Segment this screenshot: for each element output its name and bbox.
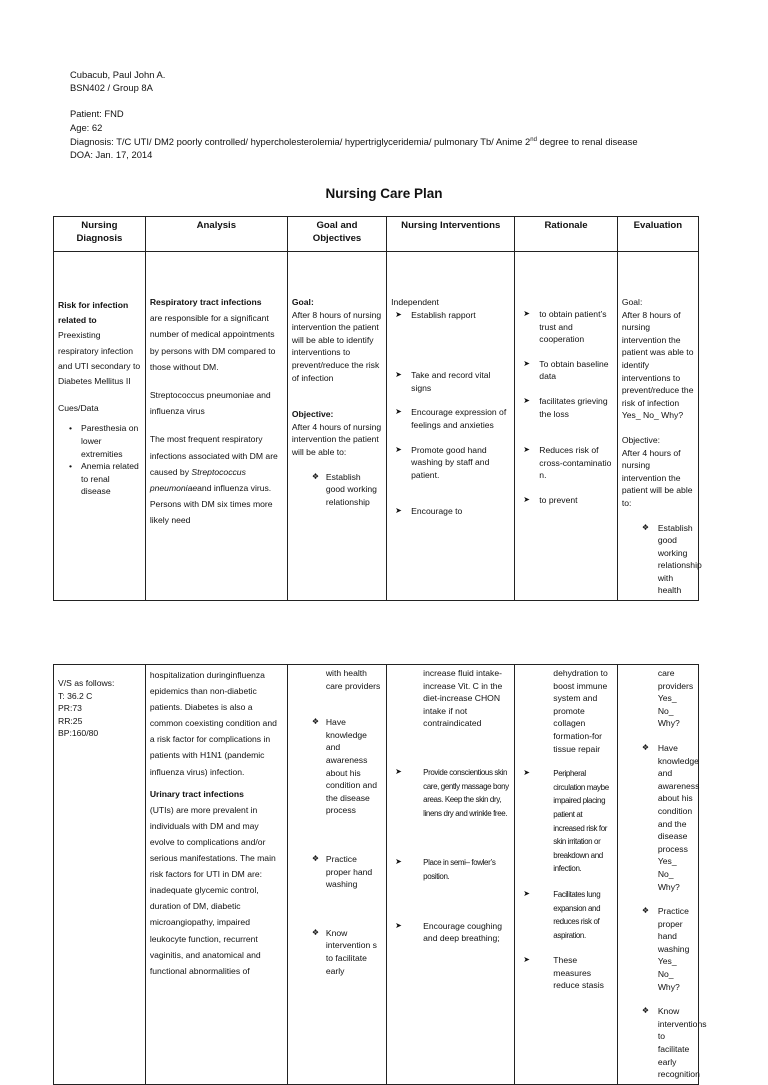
list-item: ➤ Encourage coughing and deep breathing; xyxy=(391,920,510,945)
analysis-p2: Streptococcus pneumoniae and influenza virus xyxy=(149,390,271,417)
analysis2-p2: (UTIs) are more prevalent in individuals with DM and may evolve to complications and/or serious manifestations. The main risk factors for UTI in DM are: inadequate glycemic control, duration of DM, diabetic microangiopathy, impaired leukocyte function, recurrent vaginitis, and anatomical and functional abnormalities of xyxy=(149,804,276,976)
rationale-cell xyxy=(515,252,618,601)
eval-goal-label: Goal: xyxy=(621,297,643,307)
analysis2-heading: Urinary tract infections xyxy=(149,788,244,799)
list-item: ➤ Provide conscientious skin care, gently massage bony areas. Keep the skin dry, linens dry and wrinkle free. xyxy=(391,766,510,820)
cues-list xyxy=(58,422,141,498)
interventions-cell xyxy=(387,252,515,601)
diagnosis-bold: Risk for infection related to xyxy=(58,300,129,326)
col-header-rationale: Rationale xyxy=(515,217,618,252)
student-section: BSN402 / Group 8A xyxy=(70,82,153,94)
list-item: ➤ Peripheral circulation maybe impaired placing patient at increased risk for skin irritation or breakdown and infection. xyxy=(519,767,613,876)
evaluation-cell-2 xyxy=(617,665,707,1085)
vitals-rr: RR:25 xyxy=(58,715,83,726)
list-item: • Anemia related to renal disease xyxy=(58,460,141,498)
list-item: ➤ These measures reduce stasis xyxy=(519,954,613,992)
evaluation-cell xyxy=(617,252,702,601)
list-item: ➤ Place in semi– fowler’s position. xyxy=(391,856,510,883)
diagnosis-text: Preexisting respiratory infection and UTI secondary to Diabetes Mellitus II xyxy=(58,330,141,387)
list-item: ➤ Facilitates lung expansion and reduces risk of aspiration. xyxy=(519,888,613,942)
table-header-row xyxy=(54,217,699,252)
objective-text: After 4 hours of nursing intervention the patient will be able to: xyxy=(291,421,382,457)
goal-label: Goal: xyxy=(291,297,314,307)
eval-goal-answer: Yes_ No_ Why? xyxy=(621,410,684,421)
list-item: ➤ To obtain baseline data xyxy=(519,358,613,383)
student-name: Cubacub, Paul John A. xyxy=(70,69,166,80)
vitals-bp: BP:160/80 xyxy=(58,728,99,739)
interventions2-cont: increase fluid intake-increase Vit. C in the diet-increase CHON intake if not contraindicated xyxy=(423,668,503,729)
evaluation2-cont: care providers Yes_ No_ Why? xyxy=(657,668,694,729)
analysis2-p1: hospitalization duringinfluenza epidemics than non-diabetic patients. Diabetes is also a common coexisting condition and a risk factor for complications in patients with H1N1 (pandemic influenza virus) infection. xyxy=(149,670,277,777)
rationale-cell-2 xyxy=(515,665,618,1085)
eval-objective-text: After 4 hours of nursing intervention the patient will be able to: xyxy=(621,447,693,508)
goal2-cont: with health care providers xyxy=(325,668,381,691)
list-item: ➤ Encourage to xyxy=(391,505,510,518)
list-item: ❖ Establish good working relationship xyxy=(292,471,382,509)
vitals-label: V/S as follows: xyxy=(58,678,115,688)
col-header-diagnosis: Nursing Diagnosis xyxy=(54,217,146,252)
goal-cell-2 xyxy=(287,665,386,1085)
list-item: ➤ to obtain patient’s trust and cooperation xyxy=(519,308,613,346)
objective-label: Objective: xyxy=(291,409,334,420)
goal-text: After 8 hours of nursing intervention the patient will be able to identify interventions to prevent/reduce the risk of infection xyxy=(291,309,382,383)
doa-line: DOA: Jan. 17, 2014 xyxy=(70,149,153,161)
list-item: ➤ Establish rapport xyxy=(391,309,510,322)
patient-line: Patient: FND xyxy=(70,108,124,120)
care-plan-table-page-1 xyxy=(53,216,702,601)
analysis-cell-2 xyxy=(145,665,287,1085)
list-item: ❖ Establish good working relationship with health xyxy=(622,522,694,598)
document-header xyxy=(70,68,638,161)
list-item: ➤ Take and record vital signs xyxy=(391,369,510,394)
col-header-interventions: Nursing Interventions xyxy=(387,217,515,252)
analysis-p3: The most frequent respiratory infections associated with DM are caused by Streptococcus pneumoniaeand influenza virus. Persons with DM six times more likely need xyxy=(149,434,278,526)
goal-cell xyxy=(287,252,386,601)
list-item: ❖ Practice proper hand washing Yes_ No_ Why? xyxy=(622,905,694,993)
list-item: ➤ to prevent xyxy=(519,494,613,507)
table-row xyxy=(54,665,699,1085)
analysis-cell xyxy=(145,252,287,601)
vitals-temp: T: 36.2 C xyxy=(58,690,93,701)
care-plan-table-page-2 xyxy=(53,664,707,1085)
list-item: ❖ Know interventions to facilitate early recognition xyxy=(622,1005,694,1081)
list-item: ➤ facilitates grieving the loss xyxy=(519,395,613,420)
diagnosis-cell xyxy=(54,252,146,601)
table-row xyxy=(54,252,699,601)
list-item: ❖ Have knowledge and awareness about his condition and the disease process Yes_ No_ Why? xyxy=(622,742,694,893)
age-line: Age: 62 xyxy=(70,121,103,133)
col-header-evaluation: Evaluation xyxy=(617,217,698,252)
analysis-heading: Respiratory tract infections xyxy=(149,297,262,307)
vitals-cell xyxy=(54,665,146,1085)
list-item: ➤ Promote good hand washing by staff and patient. xyxy=(391,444,510,482)
interventions-cell-2 xyxy=(387,665,515,1085)
col-header-analysis: Analysis xyxy=(145,217,287,252)
list-item: ❖ Know intervention s to facilitate early xyxy=(292,927,382,977)
vitals-pr: PR:73 xyxy=(58,703,82,714)
page-title: Nursing Care Plan xyxy=(325,186,443,201)
interventions-label: Independent xyxy=(391,297,439,307)
list-item: ❖ Have knowledge and awareness about his condition and the disease process xyxy=(292,716,382,817)
list-item: • Paresthesia on lower extremities xyxy=(58,422,141,460)
col-header-goal: Goal and Objectives xyxy=(287,217,386,252)
eval-goal-text: After 8 hours of nursing intervention the patient was able to identify interventions to prevent/reduce the risk of infection xyxy=(621,309,694,408)
cues-label: Cues/Data xyxy=(58,403,99,414)
analysis-p1: are responsible for a significant number of medical appointments by persons with DM compared to those without DM. xyxy=(149,313,276,372)
eval-objective-label: Objective: xyxy=(621,434,661,445)
diagnosis-line: Diagnosis: T/C UTI/ DM2 poorly controlled/ hypercholesterolemia/ hypertriglyceridemia/ pulmonary Tb/ Anime 2nd degree to renal disease xyxy=(70,135,638,147)
list-item: ❖ Practice proper hand washing xyxy=(292,853,382,891)
rationale2-cont: dehydration to boost immune system and promote collagen formation-for tissue repair xyxy=(553,668,608,754)
list-item: ➤ Reduces risk of cross-contaminatio n. xyxy=(519,444,613,482)
list-item: ➤ Encourage expression of feelings and anxieties xyxy=(391,406,510,431)
